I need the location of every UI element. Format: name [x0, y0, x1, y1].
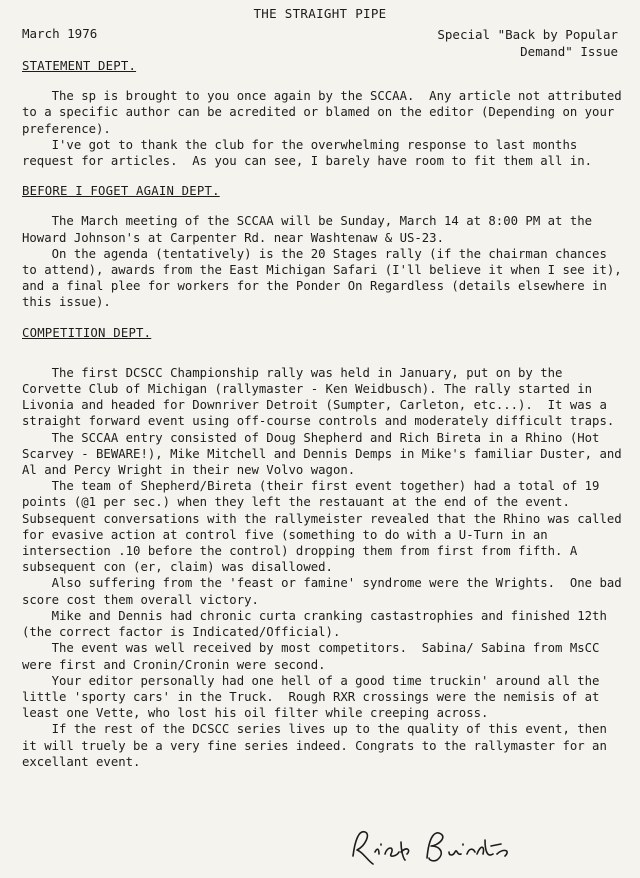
section-statement [22, 58, 628, 169]
paragraph: The sp is brought to you once again by the SCCAA. Any article not attributed to a specific author can be acredited or blamed on the editor (Depending on your preference). [22, 89, 630, 136]
paragraph: The first DCSCC Championship rally was held in January, put on by the Corvette Club of Michigan (rallymaster - Ken Weidbusch). The rally started in Livonia and headed for Downriver Detroit (Sumpter, Carleton, etc...). It was a straight forward event using off-course controls and moderately difficult traps. [22, 365, 615, 429]
special-issue-line-1: Special "Back by Popular [437, 27, 618, 42]
special-issue-line-2: Demand" Issue [520, 44, 618, 59]
paragraph: Also suffering from the 'feast or famine' syndrome were the Wrights. One bad score cost them overall victory. [22, 576, 630, 607]
section-heading: COMPETITION DEPT. [22, 325, 152, 340]
paragraph: The team of Shepherd/Bireta (their first event together) had a total of 19 points (@1 per sec.) when they left the restauant at the end of the event. Subsequent conversations with the rallymeister revealed that the Rhino was called for evasive action at control five (something to do with a U-Turn in an intersection .10 before the control) dropping them from first from fifth. A subsequent con (er, claim) was disallowed. [22, 479, 630, 575]
paragraph: The SCCAA entry consisted of Doug Shepherd and Rich Bireta in a Rhino (Hot Scarvey - BEWARE!), Mike Mitchell and Dennis Demps in Mike's familiar Duster, and Al and Percy Wright in their new Volvo wagon. [22, 430, 630, 478]
paragraph: Your editor personally had one hell of a good time truckin' around all the little 'sporty cars' in the Truck. Rough RXR crossings were the nemisis of at least one Vette, who lost his oil filter while creeping across. [22, 673, 607, 721]
paragraph: I've got to thank the club for the overwhelming response to last months request for articles. As you can see, I barely have room to fit them all in. [22, 137, 593, 169]
article-body [22, 58, 628, 770]
paragraph: If the rest of the DCSCC series lives up to the quality of this event, then it will truely be a very fine series indeed. Congrats to the rallymaster for an excellant event. [22, 722, 615, 769]
signature-icon [345, 822, 525, 872]
paragraph: The March meeting of the SCCAA will be Sunday, March 14 at 8:00 PM at the Howard Johnson's at Carpenter Rd. near Washtenaw & US-23. [22, 214, 600, 245]
section-heading: BEFORE I FOGET AGAIN DEPT. [22, 184, 220, 199]
special-issue-note [437, 26, 618, 60]
issue-date: March 1976 [22, 26, 98, 41]
section-heading: STATEMENT DEPT. [22, 59, 137, 73]
editor-signature [345, 822, 525, 872]
section-competition [22, 325, 628, 770]
masthead [0, 6, 640, 59]
section-before-i-foget [22, 183, 628, 310]
paragraph: Mike and Dennis had chronic curta cranking castastrophies and finished 12th (the correct factor is Indicated/Official). [22, 608, 615, 640]
newsletter-title: THE STRAIGHT PIPE [253, 6, 387, 21]
paragraph: On the agenda (tentatively) is the 20 Stages rally (if the chairman chances to attend), awards from the East Michigan Safari (I'll believe it when I see it), and a final plee for workers for the Ponder On Regardless (details elsewhere in this issue). [22, 246, 630, 310]
paragraph: The event was well received by most competitors. Sabina/ Sabina from MsCC were first and Cronin/Cronin were second. [22, 641, 607, 672]
